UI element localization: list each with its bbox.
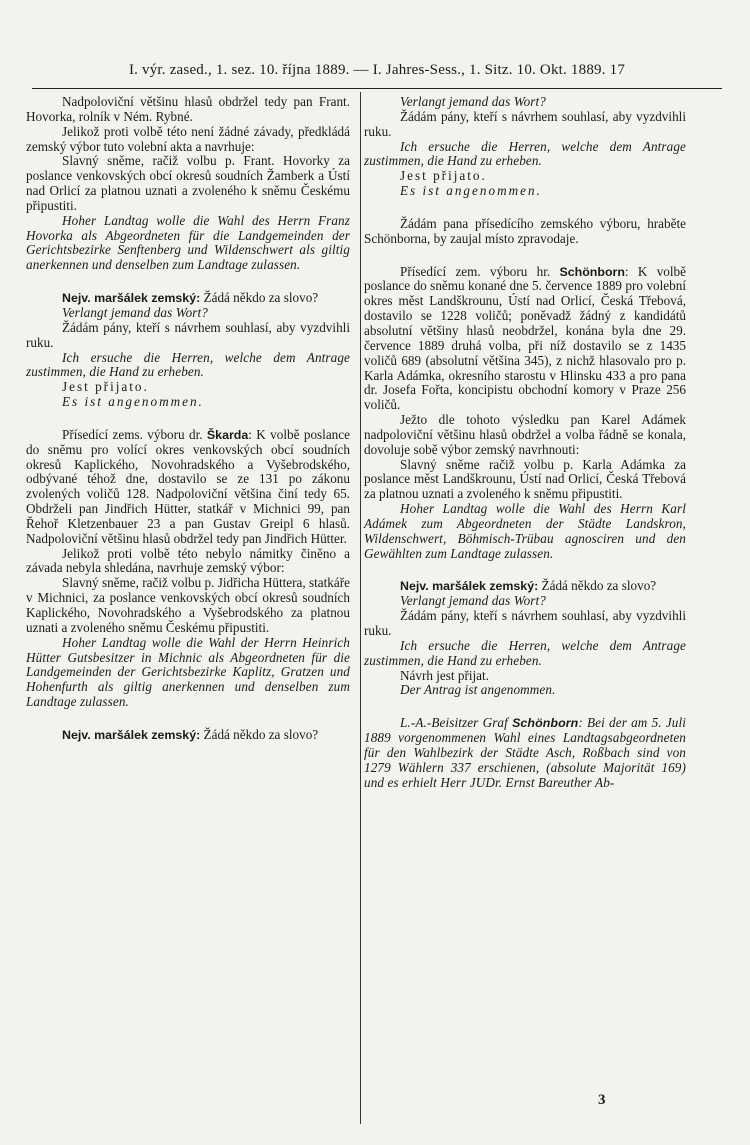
paragraph-text: : K volbě poslance do sněmu konané dne 5. července 1889 pro volební okres měst Landškrounu, Ústí nad Orlicí, Česká Třebová, dostavilo se 1228 voličů; poněvadž žádný z kandidátů absolutní většiny hlasů neobdržel, konána byla dne 29. července 1889 druhá volba, při níž dostavilo se z 1435 voličů 689 (absolutní většina 345), z nichž hlasovalo pro p. Karla Adámka, okresního starostu v Hlinsku 433 a pro pana dr. Josefa Fořta, koncipistu obchodní komory v Praze 256 voličů. (364, 263, 686, 413)
paragraph (364, 169, 686, 184)
paragraph (26, 306, 350, 321)
speaker-name: Schönborn (559, 264, 625, 279)
paragraph (26, 547, 350, 577)
page-signature: 3 (598, 1092, 606, 1108)
paragraph-text: Žádám pana přísedícího zemského výboru, hraběte Schönborna, by zaujal místo zpravodaje. (364, 215, 686, 246)
paragraph-text: Slavný sněme, račiž volbu p. Jidřicha Hüttera, statkáře v Michnici, za poslance venkovských obcí okresů soudních Kaplického, Novohradského a Vyšebrodského za platnou uznati a zvoleného sněmu Českému připustiti. (26, 575, 350, 635)
paragraph (26, 380, 350, 395)
paragraph-text: Návrh jest přijat. (400, 667, 489, 683)
paragraph (364, 217, 686, 247)
paragraph (26, 636, 350, 710)
paragraph-text: Žádám pány, kteří s návrhem souhlasí, aby vyzdvihli ruku. (364, 608, 686, 638)
paragraph (364, 669, 686, 684)
page-header: I. výr. zased., 1. sez. 10. října 1889. — I. Jahres-Sess., 1. Sitz. 10. Okt. 1889. 17 (128, 62, 626, 78)
paragraph-text: : Bei der am 5. Juli 1889 vorgenommenen Wahl eines Landtagsabgeordneten für den Wahlbezirk der Städte Asch, Roßbach sind von 1279 Wählern 337 erschienen, (absolute Majorität 169) und es erhielt Herr JUDr. Ernst Bareuther Ab- (364, 715, 686, 790)
paragraph-gap (26, 410, 350, 428)
paragraph (364, 95, 686, 110)
paragraph-text: Žádá někdo za slovo? (200, 726, 319, 742)
paragraph-text: Žádám pány, kteří s návrhem souhlasí, aby vyzdvihli ruku. (364, 108, 686, 139)
paragraph-text: Jest přijato. (62, 379, 149, 395)
speaker-name: Nejv. maršálek zemský: (62, 727, 201, 742)
paragraph (364, 579, 686, 594)
speaker-name: Nejv. maršálek zemský: (62, 291, 201, 306)
paragraph-text: : K volbě poslance do sněmu pro volící okres venkovských obcí soudních okresů Kaplického, Novohradského a Vyšebrodského, odbývané téhož dne, dostavilo se ze 131 po zákonu zvolených voličů 128. Nadpoloviční většina činí tedy 65. Obdrželi pan Jindřich Hütter, statkář v Michnici 99, pan Řehoř Kletzenbauer 23 a pan Gustav Greipl 6 hlasů. Nadpoloviční většinu hlasů obdržel tedy pan Jindřich Hütter. (26, 426, 350, 546)
paragraph (364, 265, 686, 413)
paragraph-text: Hoher Landtag wolle die Wahl der Herrn Heinrich Hütter Gutsbesitzer in Michnic als Abgeordneten für die Landgemeinden der Gerichtsbezirke Kaplitz, Gratzen und Hohenfurth als giltig anerkennen und denselben zum Landtage zulassen. (26, 634, 350, 710)
paragraph (26, 95, 350, 125)
paragraph-text: Hoher Landtag wolle die Wahl des Herrn Karl Adámek zum Abgeordneten der Städte Landskron, Wildenschwert, Böhmisch-Trübau agnosciren und den Gewählten zum Landtage zulassen. (364, 501, 686, 561)
paragraph (364, 594, 686, 609)
paragraph-gap (26, 273, 350, 291)
paragraph-text: Jest přijato. (400, 168, 487, 184)
speaker-prefix: L.-A.-Beisitzer Graf (400, 715, 513, 731)
paragraph-gap (364, 199, 686, 217)
paragraph-text: Žádá někdo za slovo? (538, 578, 657, 594)
paragraph-text: Ich ersuche die Herren, welche dem Antrage zustimmen, die Hand zu erheben. (364, 138, 686, 169)
speaker-name: Nejv. maršálek zemský: (400, 579, 539, 594)
paragraph (26, 291, 350, 306)
paragraph (26, 321, 350, 351)
paragraph (364, 110, 686, 140)
paragraph (26, 125, 350, 155)
paragraph-text: Žádá někdo za slovo? (200, 290, 319, 306)
paragraph (364, 413, 686, 458)
paragraph-gap (26, 710, 350, 728)
paragraph-text: Ich ersuche die Herren, welche dem Antrage zustimmen, die Hand zu erheben. (364, 637, 686, 668)
paragraph (26, 576, 350, 635)
paragraph-text: Der Antrag ist angenommen. (400, 682, 556, 698)
paragraph-text: Ich ersuche die Herren, welche dem Antrage zustimmen, die Hand zu erheben. (26, 349, 350, 380)
paragraph (364, 184, 686, 199)
paragraph-gap (364, 561, 686, 579)
paragraph-text: Jelikož proti volbě této nebylo námitky činěno a závada nebyla shledána, navrhuje zemský výbor: (26, 545, 350, 576)
paragraph-gap (364, 698, 686, 716)
speaker-prefix: Přísedící zems. výboru dr. (62, 426, 207, 442)
paragraph (26, 728, 350, 743)
paragraph-text: Es ist angenommen. (400, 183, 542, 199)
paragraph-text: Verlangt jemand das Wort? (400, 593, 546, 609)
paragraph-text: Hoher Landtag wolle die Wahl des Herrn Franz Hovorka als Abgeordneten für die Landgemeinden der Gerichtsbezirke Senftenberg und Wildenschwert als giltig anerkennen und denselben zum Landtage zulassen. (26, 212, 350, 273)
paragraph (26, 395, 350, 410)
paragraph-text: Slavný sněme, račiž volbu p. Frant. Hovorky za poslance venkovských obcí okresů soudních Žamberk a Ústí nad Orlicí za platnou uznati a zvoleného k sněmu Českému připustiti. (26, 153, 350, 213)
paragraph (26, 214, 350, 273)
left-column (26, 95, 350, 743)
paragraph-text: Slavný sněme račiž volbu p. Karla Adámka za poslance měst Landškrounu, Ústí nad Orlicí, Česká Třebová za platnou uznati a zvoleného k sněmu připustiti. (364, 456, 686, 502)
paragraph (364, 140, 686, 170)
paragraph (26, 428, 350, 547)
paragraph-text: Ježto dle tohoto výsledku pan Karel Adámek nadpoloviční většinu hlasů obdržel a volba řádně se konala, dovoluje sobě výbor zemský navrhnouti: (364, 412, 686, 457)
paragraph-gap (364, 247, 686, 265)
paragraph (364, 609, 686, 639)
paragraph (364, 639, 686, 669)
paragraph (364, 683, 686, 698)
header-rule (32, 88, 722, 89)
paragraph-text: Žádám pány, kteří s návrhem souhlasí, aby vyzdvihli ruku. (26, 319, 350, 350)
paragraph (26, 154, 350, 213)
paragraph-text: Verlangt jemand das Wort? (62, 304, 208, 320)
paragraph-text: Verlangt jemand das Wort? (400, 94, 546, 109)
right-column (364, 95, 686, 790)
paragraph-text: Es ist angenommen. (62, 394, 204, 410)
speaker-name: Schönborn (512, 716, 579, 731)
speaker-name: Škarda (206, 427, 249, 442)
paragraph-text: Nadpoloviční většinu hlasů obdržel tedy pan Frant. Hovorka, rolník v Ném. Rybné. (26, 94, 350, 124)
paragraph (26, 351, 350, 381)
paragraph (364, 502, 686, 561)
paragraph-text: Jelikož proti volbě této není žádné závady, předkládá zemský výbor tuto volební akta a navrhuje: (26, 123, 350, 154)
column-divider (360, 92, 361, 1124)
paragraph (364, 716, 686, 790)
paragraph (364, 458, 686, 503)
speaker-prefix: Přísedící zem. výboru hr. (400, 263, 560, 279)
